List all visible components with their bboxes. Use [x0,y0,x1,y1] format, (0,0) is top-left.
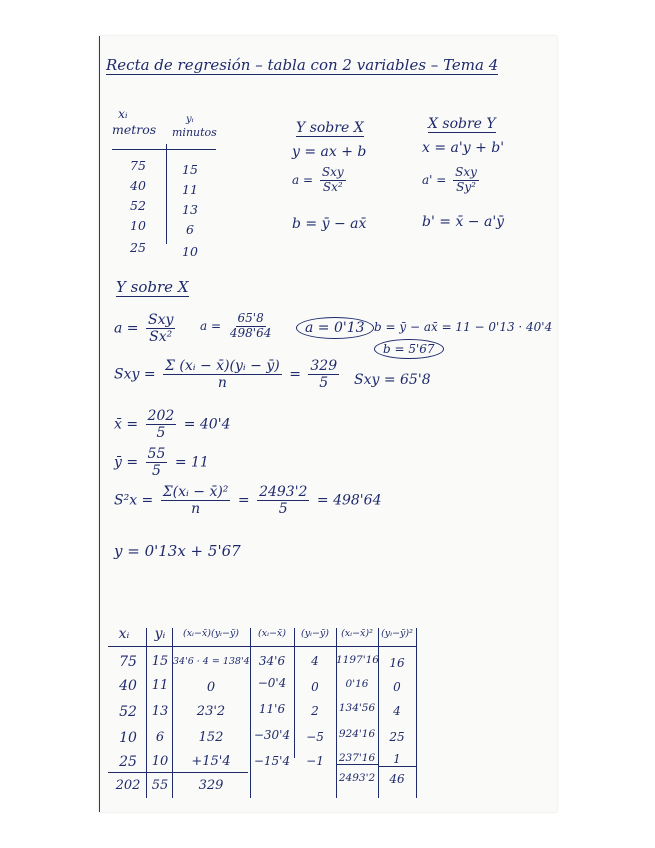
b-calculation: b = ȳ − ax̄ = 11 − 0'13 · 40'4 [374,320,553,334]
section-heading: Y sobre X [116,278,189,296]
calc-cell: 4 [393,704,401,718]
calc-header: yᵢ [154,626,166,642]
calc-cell: 40 [119,678,137,694]
b-result: b = 5'67 [374,342,444,356]
calc-cell: 10 [151,754,169,769]
calc-cell: −15'4 [253,754,291,768]
calc-cell: −30'4 [253,728,291,742]
a-result: a = 0'13 [296,320,374,336]
variance-x: S²x = $\frac{\text{Σ(xᵢ − x̄)²}}{n}$ = $\frac{2493'2}{5}$ = 498'64 [114,484,382,518]
y-sobre-x-b-formula: b = ȳ − ax̄ [292,216,367,232]
table-cell-y: 6 [186,222,194,237]
calc-col-line [146,628,147,798]
calc-total: 55 [151,778,169,793]
calc-cell: 25 [119,754,137,770]
calc-header: (yᵢ−ȳ)² [381,628,413,639]
calc-cell: 134'56 [338,702,376,714]
calc-cell: 25 [389,730,405,744]
calc-cell: 4 [311,654,319,668]
calc-header: (yᵢ−ȳ) [300,628,330,639]
calc-cell: 13 [151,704,169,719]
table-cell-x: 10 [130,218,146,233]
calc-total: 46 [389,772,405,786]
calc-header: (xᵢ−x̄)(yᵢ−ȳ) [182,628,240,639]
calc-cell: 34'6 · 4 = 138'4 [173,656,250,667]
calc-table [108,626,413,798]
calc-cell: 34'6 [258,654,286,668]
calc-cell: 2 [311,704,319,718]
table-cell-y: 13 [182,202,198,217]
calc-cell: 75 [119,654,137,670]
calc-cell: 237'16 [336,752,378,765]
calc-cell: 6 [155,730,165,745]
header-x-symbol: xᵢ [118,106,128,121]
calc-total: 202 [115,778,141,793]
calc-col-line [416,628,417,798]
header-y-unit: minutos [172,126,217,139]
calc-total: 329 [198,778,224,793]
x-sobre-y-heading: X sobre Y [428,116,496,132]
calc-cell: 10 [119,730,137,746]
sxy-formula: Sxy = $\frac{\text{Σ (xᵢ − x̄)(yᵢ − ȳ)}}{n}$ = $\frac{329}{5}$ [114,358,338,392]
x-sobre-y-b-formula: b' = x̄ − a'ȳ [422,214,505,230]
table-cell-x: 40 [130,178,146,193]
calc-total-line [108,772,248,773]
calc-header: xᵢ [118,626,130,642]
calc-cell: 23'2 [196,704,226,719]
table-cell-x: 75 [130,158,146,173]
calc-header: (xᵢ−x̄) [258,628,286,639]
calc-cell: 0 [393,680,401,694]
calc-cell: 1197'16 [336,654,379,666]
calc-cell: 0 [206,680,216,695]
y-mean: ȳ = $\frac{55}{5}$ = 11 [114,446,209,480]
calc-cell: −5 [306,730,324,744]
calc-cell: 11'6 [258,702,286,716]
calc-cell: 11 [151,678,169,693]
table-cell-y: 11 [182,182,198,197]
calc-cell: 0 [311,680,319,694]
regression-equation: y = 0'13x + 5'67 [114,542,241,560]
y-sobre-x-a-formula: a = $\frac{\text{Sxy}}{\text{Sx²}}$ [292,165,344,194]
calc-header-line [108,646,416,647]
sxy-result: Sxy = 65'8 [354,372,431,388]
calc-cell: 0'16 [345,678,369,690]
page-title: Recta de regresión – tabla con 2 variables – Tema 4 [106,56,499,74]
calc-cell: −1 [306,754,324,768]
calc-header: (xᵢ−x̄)² [341,628,373,639]
table-cell-x: 25 [130,240,146,255]
calc-cell: 15 [151,654,169,669]
y-sobre-x-equation: y = ax + b [292,144,367,160]
calc-cell: 924'16 [338,728,376,740]
calc-total: 2493'2 [338,772,376,784]
table-cell-y: 10 [182,244,198,259]
notebook-page [99,36,557,812]
header-y-symbol: yᵢ [186,114,194,125]
a-formula: a = $\frac{\text{Sxy}}{\text{Sx²}}$ [114,312,174,346]
calc-cell: 152 [198,730,224,745]
y-sobre-x-heading: Y sobre X [296,120,364,136]
a-values: a = $\frac{65'8}{498'64}$ [200,311,272,340]
calc-cell: 52 [119,704,137,720]
table-divider-h [112,149,216,150]
x-mean: x̄ = $\frac{202}{5}$ = 40'4 [114,408,231,442]
header-x-unit: metros [112,122,157,137]
calc-cell: 1 [378,752,416,767]
table-cell-x: 52 [130,198,146,213]
table-cell-y: 15 [182,162,198,177]
calc-cell: −0'4 [257,676,287,690]
calc-cell: 16 [389,656,405,670]
table-divider-v [166,144,167,244]
x-sobre-y-a-formula: a' = $\frac{\text{Sxy}}{\text{Sy²}}$ [422,165,477,194]
calc-cell: +15'4 [191,754,231,769]
x-sobre-y-equation: x = a'y + b' [422,140,505,156]
